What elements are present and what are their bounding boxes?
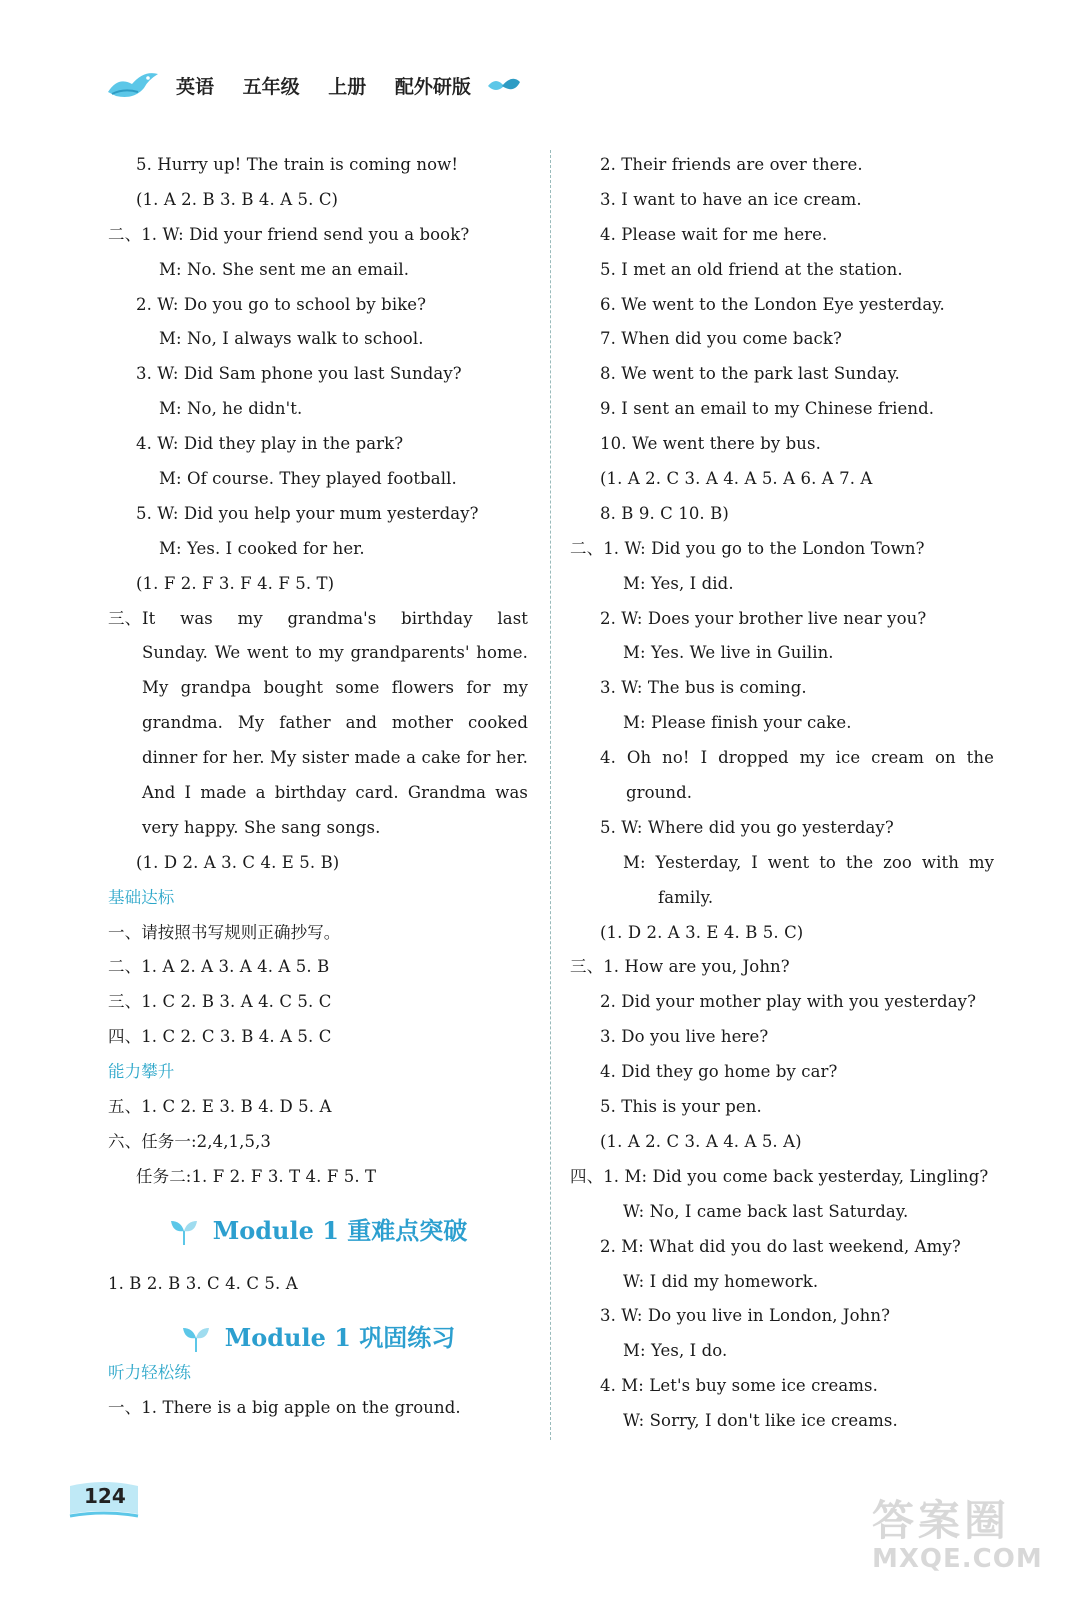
answer-key: 二、1. A 2. A 3. A 4. A 5. B: [108, 957, 330, 977]
bird-icon: [104, 66, 160, 102]
answer-key: (1. F 2. F 3. F 4. F 5. T): [136, 573, 335, 593]
answer-key: 六、任务一:2,4,1,5,3: [108, 1131, 272, 1151]
module-title-text: Module 1 巩固练习: [224, 1322, 456, 1352]
answer-line: 9. I sent an email to my Chinese friend.: [600, 399, 935, 419]
answer-line: 5. Hurry up! The train is coming now!: [136, 155, 459, 174]
page-number: 124: [84, 1484, 126, 1508]
watermark: [872, 1488, 1062, 1588]
answer-line: 6. We went to the London Eye yesterday.: [600, 294, 945, 314]
answer-key: (1. A 2. B 3. B 4. A 5. C): [136, 189, 339, 209]
answer-line: M: Of course. They played football.: [159, 469, 457, 489]
passage-text: Sunday. We went to my grandparents' home.: [142, 643, 528, 663]
passage-text: And I made a birthday card. Grandma was: [142, 783, 528, 803]
section-3-label: 三、: [108, 608, 142, 628]
answer-line: 4. M: Let's buy some ice creams.: [600, 1376, 878, 1396]
section-heading: 基础达标: [108, 887, 175, 907]
passage-text: It was my grandma's birthday last: [142, 608, 528, 628]
answer-line: 一、请按照书写规则正确抄写。: [108, 922, 341, 942]
leaf-icon: [486, 76, 522, 94]
answer-line: 5. I met an old friend at the station.: [600, 259, 903, 279]
answer-line: M: Yes. We live in Guilin.: [623, 643, 834, 663]
answer-line: M: Yes, I did.: [623, 573, 734, 593]
answer-line: 4. Please wait for me here.: [600, 224, 828, 244]
answer-key: 四、1. C 2. C 3. B 4. A 5. C: [108, 1027, 332, 1047]
section-heading: 听力轻松练: [108, 1362, 191, 1382]
left-column: [108, 148, 528, 1425]
section-heading: 能力攀升: [108, 1062, 175, 1082]
answer-line: M: Yesterday, I went to the zoo with my: [623, 852, 994, 872]
answer-line: M: Yes. I cooked for her.: [159, 538, 365, 558]
passage-text: My grandpa bought some flowers for my: [142, 678, 528, 698]
section-3-line: 三、1. How are you, John?: [570, 957, 790, 977]
answer-line: 7. When did you come back?: [600, 329, 842, 349]
answer-line: 5. This is your pen.: [600, 1097, 762, 1117]
answer-key: 8. B 9. C 10. B): [600, 503, 729, 523]
module-title-text: Module 1 重难点突破: [212, 1215, 468, 1245]
answer-line: 2. M: What did you do last weekend, Amy?: [600, 1236, 961, 1256]
answer-line: 3. W: Did Sam phone you last Sunday?: [136, 364, 462, 384]
column-divider: [550, 150, 551, 1440]
answer-line: 8. We went to the park last Sunday.: [600, 364, 900, 384]
sprout-icon: [169, 1219, 199, 1245]
answer-line: 3. Do you live here?: [600, 1027, 769, 1047]
answer-line: M: No, I always walk to school.: [159, 329, 424, 349]
passage-first-line: [108, 602, 528, 637]
page-header: [104, 58, 624, 108]
answer-line: M: Yes, I do.: [623, 1341, 728, 1361]
answer-key: (1. A 2. C 3. A 4. A 5. A 6. A 7. A: [600, 469, 873, 489]
answer-line: 10. We went there by bus.: [600, 434, 821, 454]
answer-line: 4. Did they go home by car?: [600, 1062, 838, 1082]
passage-text: very happy. She sang songs.: [142, 817, 381, 837]
answer-key: (1. D 2. A 3. C 4. E 5. B): [136, 852, 340, 872]
answer-line: 一、1. There is a big apple on the ground.: [108, 1397, 461, 1417]
header-subject: 英语: [176, 76, 215, 98]
answer-key: 1. B 2. B 3. C 4. C 5. A: [108, 1273, 298, 1293]
page-number-badge: [68, 1478, 140, 1522]
answer-line: 3. I want to have an ice cream.: [600, 189, 862, 209]
answer-line: M: No, he didn't.: [159, 399, 303, 419]
answer-key: 任务二:1. F 2. F 3. T 4. F 5. T: [136, 1166, 377, 1186]
answer-line: ground.: [626, 783, 693, 803]
module-title: [108, 1195, 528, 1267]
passage-text: grandma. My father and mother cooked: [142, 713, 528, 733]
answer-line: W: I did my homework.: [623, 1271, 819, 1291]
answer-key: (1. D 2. A 3. E 4. B 5. C): [600, 922, 804, 942]
right-column: [570, 148, 994, 1439]
module-title: [108, 1302, 528, 1374]
section-2-line: 二、1. W: Did you go to the London Town?: [570, 538, 925, 558]
header-title: [176, 72, 493, 99]
answer-line: 3. W: The bus is coming.: [600, 678, 807, 698]
answer-line: M: No. She sent me an email.: [159, 259, 410, 279]
answer-line: 2. W: Does your brother live near you?: [600, 608, 927, 628]
answer-line: family.: [658, 887, 714, 907]
answer-line: 2. Their friends are over there.: [600, 155, 863, 174]
section-2-line: 二、1. W: Did your friend send you a book?: [108, 224, 470, 244]
answer-key: 三、1. C 2. B 3. A 4. C 5. C: [108, 992, 332, 1012]
passage-text: dinner for her. My sister made a cake for her.: [142, 748, 528, 768]
watermark-logo-text: 答案圈: [872, 1496, 1011, 1545]
header-volume: 上册: [328, 76, 367, 98]
answer-line: W: Sorry, I don't like ice creams.: [623, 1411, 898, 1431]
answer-line: W: No, I came back last Saturday.: [623, 1201, 909, 1221]
header-edition: 配外研版: [394, 76, 471, 98]
answer-line: 2. W: Do you go to school by bike?: [136, 294, 427, 314]
answer-line: 5. W: Where did you go yesterday?: [600, 817, 894, 837]
answer-line: 4. W: Did they play in the park?: [136, 434, 404, 454]
sprout-icon: [181, 1326, 211, 1352]
answer-line: 5. W: Did you help your mum yesterday?: [136, 503, 479, 523]
watermark-url: MXQE.COM: [872, 1544, 1043, 1574]
answer-line: 2. Did your mother play with you yesterday?: [600, 992, 977, 1012]
answer-line: M: Please finish your cake.: [623, 713, 852, 733]
header-grade: 五年级: [242, 76, 300, 98]
section-4-line: 四、1. M: Did you come back yesterday, Lingling?: [570, 1166, 989, 1186]
answer-line: 3. W: Do you live in London, John?: [600, 1306, 891, 1326]
answer-key: 五、1. C 2. E 3. B 4. D 5. A: [108, 1097, 332, 1117]
answer-line: 4. Oh no! I dropped my ice cream on the: [600, 748, 994, 768]
answer-key: (1. A 2. C 3. A 4. A 5. A): [600, 1131, 802, 1151]
